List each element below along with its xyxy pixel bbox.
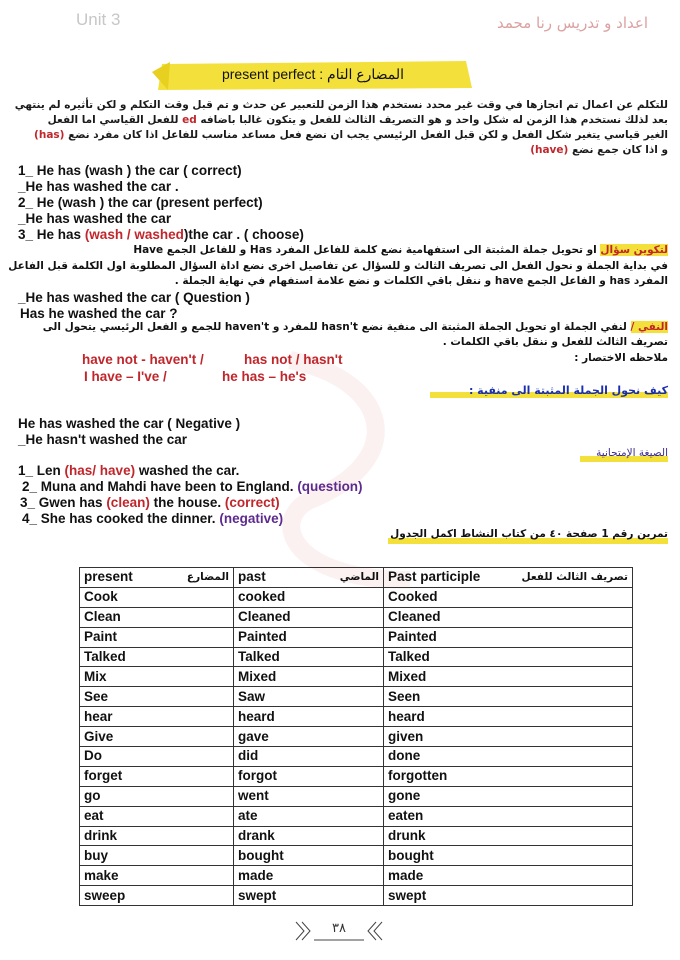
unit-label: Unit 3	[76, 10, 121, 29]
cell-present: drink	[80, 826, 234, 846]
cell-present: Paint	[80, 627, 234, 647]
table-row	[80, 647, 633, 667]
cell-past-participle: Painted	[384, 627, 633, 647]
cell-past-participle: eaten	[384, 806, 633, 826]
negative-example: He has washed the car ( Negative )	[18, 416, 241, 431]
example-2-answer: _He has washed the car	[18, 211, 172, 226]
abbreviation-3: I have – I've /	[84, 369, 167, 384]
negative-rule-line-2: تصريف الثالث للفعل و ننقل باقي الكلمات .	[442, 336, 668, 348]
table-row	[80, 747, 633, 767]
example-3: 3_ He has (wash / washed)the car . ( choose)	[18, 227, 304, 242]
table-row	[80, 886, 633, 906]
table-row	[80, 826, 633, 846]
intro-line-3: الغير قياسي يتغير شكل الفعل و لكن قبل الفعل الرئيسي يجب ان نضع فعل مساعد مناسب للفاعل اذا كان مفرد نضع (has)	[34, 129, 668, 141]
cell-past: made	[234, 866, 384, 886]
cell-past: went	[234, 786, 384, 806]
how-to-negate-heading: كيف نحول الجملة المثبتة الى منفية :	[468, 384, 668, 397]
cell-present: Give	[80, 727, 234, 747]
author-credit: اعداد و تدريس رنا محمد	[497, 14, 648, 32]
header-past: past الماضي	[234, 568, 384, 588]
cell-past: ate	[234, 806, 384, 826]
cell-present: forget	[80, 766, 234, 786]
cell-past: Cleaned	[234, 607, 384, 627]
cell-past-participle: given	[384, 727, 633, 747]
abbreviation-2: has not / hasn't	[244, 352, 343, 367]
cell-past-participle: bought	[384, 846, 633, 866]
cell-past: Mixed	[234, 667, 384, 687]
cell-present: hear	[80, 707, 234, 727]
table-row	[80, 667, 633, 687]
cell-past-participle: Cleaned	[384, 607, 633, 627]
question-rule-line-1: لتكوين سؤال او تحويل جملة المثبتة الى استفهامية نضع كلمة للفاعل المفرد Has و للفاعل الجمع Have	[133, 244, 668, 256]
cell-present: See	[80, 687, 234, 707]
abbreviation-4: he has – he's	[222, 369, 307, 384]
cell-past-participle: drunk	[384, 826, 633, 846]
cell-past-participle: done	[384, 747, 633, 767]
lesson-title-banner	[148, 58, 478, 92]
cell-present: buy	[80, 846, 234, 866]
cell-past: did	[234, 747, 384, 767]
cell-past-participle: forgotten	[384, 766, 633, 786]
cell-past-participle: made	[384, 866, 633, 886]
cell-present: Cook	[80, 587, 234, 607]
cell-present: Do	[80, 747, 234, 767]
exam-question-1: 1_ Len (has/ have) washed the car.	[18, 463, 240, 478]
cell-past: drank	[234, 826, 384, 846]
table-row	[80, 607, 633, 627]
cell-past-participle: Talked	[384, 647, 633, 667]
cell-present: Clean	[80, 607, 234, 627]
table-row	[80, 627, 633, 647]
cell-past-participle: Cooked	[384, 587, 633, 607]
verb-forms-table	[79, 567, 633, 906]
intro-line-2: بعد لذلك نستخدم هذا الزمن له شكل واحد و هو التصريف الثالث للفعل و يتكون غالبا باضافه ed للفعل القياسي اما الفعل	[47, 114, 668, 126]
example-1-answer: _He has washed the car .	[18, 179, 179, 194]
cell-present: Mix	[80, 667, 234, 687]
page-number: ٣٨	[332, 921, 346, 936]
cell-past: cooked	[234, 587, 384, 607]
cell-past-participle: swept	[384, 886, 633, 906]
cell-past: Painted	[234, 627, 384, 647]
table-row	[80, 687, 633, 707]
intro-line-4: و اذا كان جمع نضع (have)	[530, 144, 668, 156]
table-row	[80, 587, 633, 607]
table-row	[80, 846, 633, 866]
abbreviation-note: ملاحظه الاختصار :	[574, 352, 668, 364]
cell-present: Talked	[80, 647, 234, 667]
table-header-row	[80, 568, 633, 588]
cell-past: bought	[234, 846, 384, 866]
table-row	[80, 707, 633, 727]
intro-line-1: للتكلم عن اعمال تم انجازها في وقت غير محدد نستخدم هذا الزمن للتعبير عن حدث و تم قبل وقت التكلم و لكن تأثيره لم ينتهي	[14, 99, 668, 111]
exam-format-heading: الصيغة الإمتحانية	[596, 447, 668, 459]
header-past-participle: Past participle تصريف الثالث للفعل	[384, 568, 633, 588]
cell-past-participle: gone	[384, 786, 633, 806]
abbreviation-1: have not - haven't /	[82, 352, 204, 367]
example-2: 2_ He (wash ) the car (present perfect)	[18, 195, 263, 210]
example-1: 1_ He has (wash ) the car ( correct)	[18, 163, 242, 178]
cell-past: Talked	[234, 647, 384, 667]
cell-present: go	[80, 786, 234, 806]
intro-paragraph	[12, 98, 668, 158]
question-rule-line-3: المفرد has و الفاعل الجمع have و ننقل باقي الكلمات و نضع علامة استفهام في نهاية الجملة .	[174, 275, 668, 287]
exam-question-3: 3_ Gwen has (clean) the house. (correct)	[20, 495, 280, 510]
cell-past: forgot	[234, 766, 384, 786]
cell-past: heard	[234, 707, 384, 727]
lesson-title: present perfect : المضارع التام	[221, 66, 405, 82]
cell-past: swept	[234, 886, 384, 906]
cell-present: make	[80, 866, 234, 886]
cell-past-participle: heard	[384, 707, 633, 727]
cell-past: gave	[234, 727, 384, 747]
table-row	[80, 866, 633, 886]
page-number-badge	[290, 918, 388, 944]
cell-past: Saw	[234, 687, 384, 707]
table-row	[80, 766, 633, 786]
cell-present: eat	[80, 806, 234, 826]
header-present: present المضارع	[80, 568, 234, 588]
question-example: _He has washed the car ( Question )	[18, 290, 250, 305]
exam-question-2: 2_ Muna and Mahdi have been to England. (question)	[22, 479, 363, 494]
question-answer: Has he washed the car ?	[20, 306, 178, 321]
question-rule-line-2: في بداية الجملة و نحول الفعل الى تصريف الثالث و للسؤال عن تفاصيل اخرى نضع اداة السؤال المطلوبة اول الكلمة قبل الفاعل	[8, 260, 668, 272]
exercise-instruction: تمرين رقم 1 صفحة ٤٠ من كتاب النشاط اكمل الجدول	[390, 528, 668, 540]
cell-past-participle: Seen	[384, 687, 633, 707]
negative-rule-line-1: النفي / لنفي الجملة او تحويل الجملة المثبتة الى منفية نضع hasn't للمفرد و haven't للجمع و الفعل الرئيسي يتحول الى	[42, 321, 668, 333]
negative-answer: _He hasn't washed the car	[18, 432, 188, 447]
cell-present: sweep	[80, 886, 234, 906]
cell-past-participle: Mixed	[384, 667, 633, 687]
table-row	[80, 727, 633, 747]
table-row	[80, 806, 633, 826]
exam-question-4: 4_ She has cooked the dinner. (negative)	[22, 511, 284, 526]
table-row	[80, 786, 633, 806]
